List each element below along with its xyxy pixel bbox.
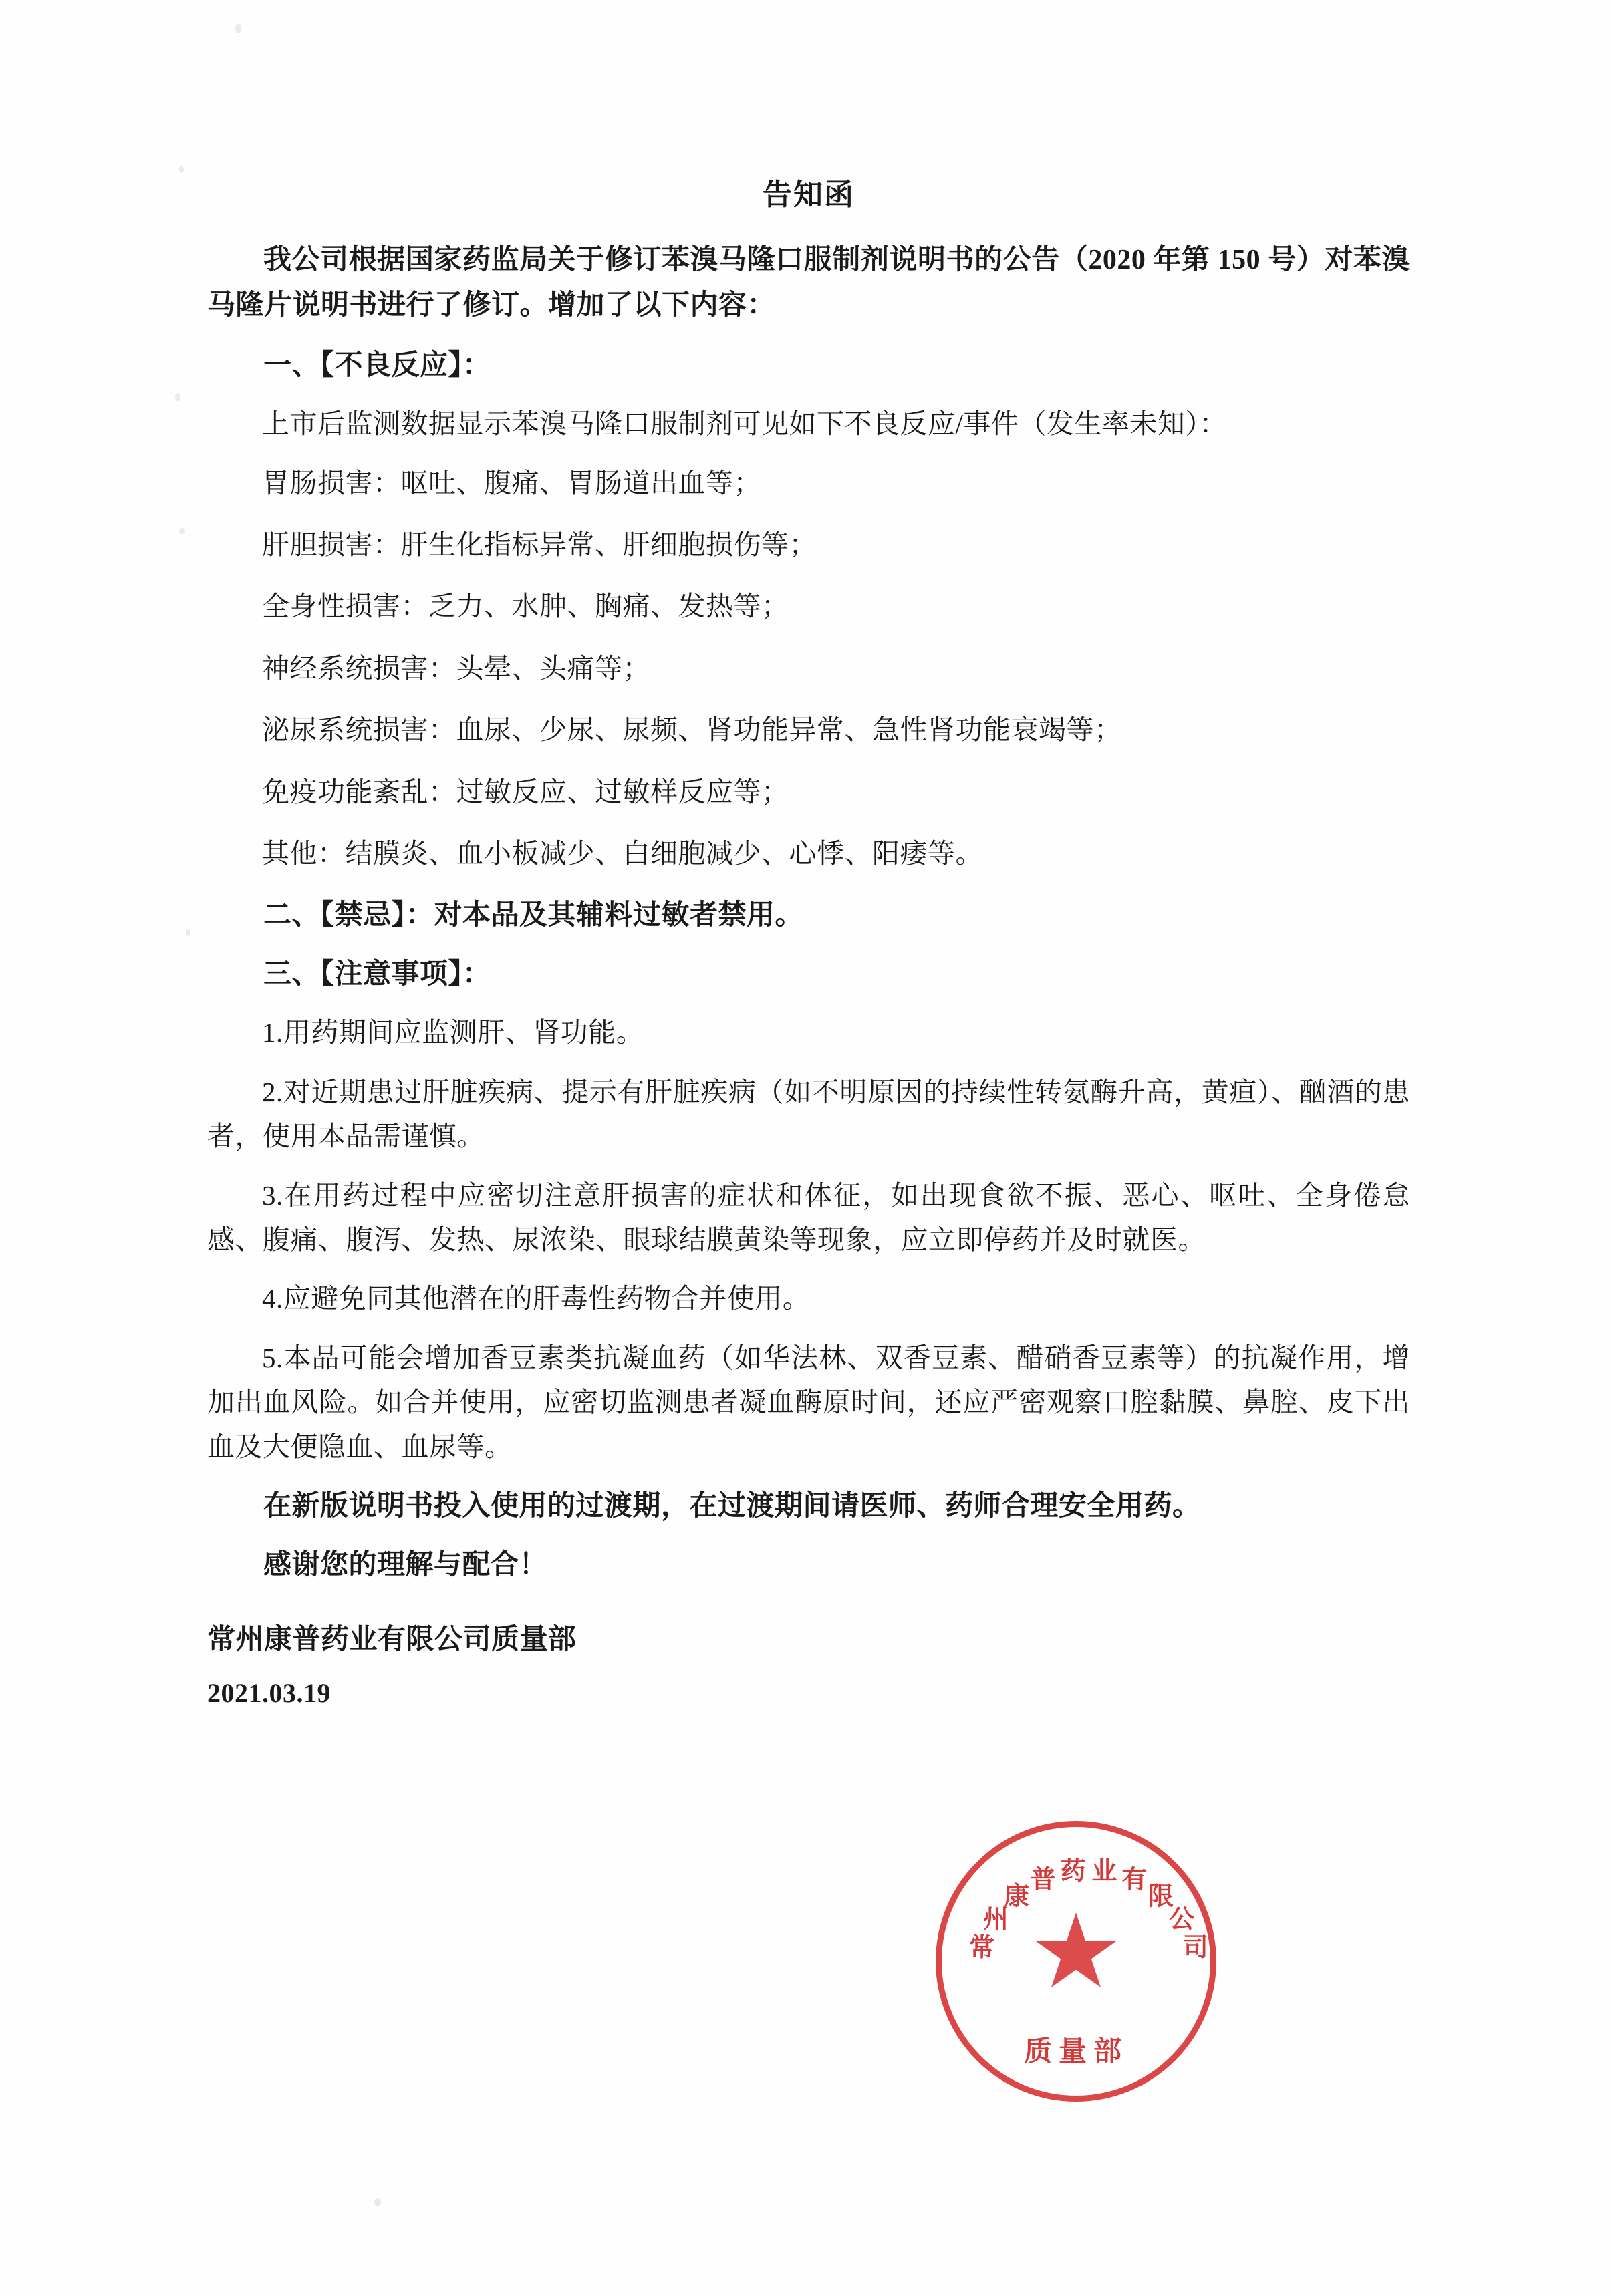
seal-star-icon [1036,1912,1116,1993]
section-heading-precautions: 三、【注意事项】： [263,959,491,990]
company-seal-stamp [936,1821,1216,2102]
adverse-reaction-item: 肝胆损害：肝生化指标异常、肝细胞损伤等； [262,529,817,560]
precaution-item: 1.用药期间应监测肝、肾功能。 [262,1017,644,1048]
signature-block [207,1617,1410,1715]
precaution-item: 4.应避免同其他潜在的肝毒性药物合并使用。 [262,1283,811,1314]
seal-ring-text: 常 州 康 普 药 业 有 限 公 司 [969,1857,1208,1963]
scan-speck [374,2198,381,2206]
signature-date: 2021.03.19 [207,1678,331,1709]
page-title: 告知函 [763,178,855,211]
scan-speck [179,166,184,173]
section-lead-adverse-reactions: 上市后监测数据显示苯溴马隆口服制剂可见如下不良反应/事件（发生率未知）： [262,408,1227,440]
closing-paragraph: 在新版说明书投入使用的过渡期，在过渡期间请医师、药师合理安全用药。 [263,1491,1201,1522]
adverse-reaction-item: 其他：结膜炎、血小板减少、白细胞减少、心悸、阳痿等。 [262,837,983,869]
scan-speck [179,528,185,534]
intro-paragraph: 我公司根据国家药监局关于修订苯溴马隆口服制剂说明书的公告（2020 年第 150 号）对苯溴马隆片说明书进行了修订。增加了以下内容： [207,245,1410,321]
adverse-reaction-item: 神经系统损害：头晕、头痛等； [262,652,650,684]
scan-speck [175,393,180,401]
precaution-item: 5.本品可能会增加香豆素类抗凝血药（如华法林、双香豆素、醋硝香豆素等）的抗凝作用，增加出血风险。如合并使用，应密切监测患者凝血酶原时间，还应严密观察口腔黏膜、鼻腔、皮下出血及大便隐血、血尿等。 [207,1342,1410,1462]
seal-outer-ring [936,1821,1216,2102]
adverse-reaction-item: 免疫功能紊乱：过敏反应、过敏样反应等； [262,776,789,807]
signature-organization: 常州康普药业有限公司质量部 [207,1624,577,1656]
section-heading-contraindications: 二、【禁忌】：对本品及其辅料过敏者禁用。 [263,900,804,931]
section-heading-adverse-reactions: 一、【不良反应】： [263,350,491,382]
adverse-reaction-item: 全身性损害：乏力、水肿、胸痛、发热等； [262,591,789,622]
scan-speck [235,24,241,33]
adverse-reaction-item: 泌尿系统损害：血尿、少尿、尿频、肾功能异常、急性肾功能衰竭等； [262,714,1122,746]
scan-speck [186,929,190,936]
precaution-item: 3.在用药过程中应密切注意肝损害的症状和体征，如出现食欲不振、恶心、呕吐、全身倦怠感、腹痛、腹泻、发热、尿浓染、眼球结膜黄染等现象，应立即停药并及时就医。 [207,1179,1410,1256]
seal-bottom-text: 质量部 [1023,2037,1128,2067]
adverse-reaction-item: 胃肠损害：呕吐、腹痛、胃肠道出血等； [262,467,761,498]
document-body [207,170,1410,1715]
precaution-item: 2.对近期患过肝脏疾病、提示有肝脏疾病（如不明原因的持续性转氨酶升高，黄疸）、酗酒的患者，使用本品需谨慎。 [207,1076,1410,1152]
thanks-paragraph: 感谢您的理解与配合！ [263,1550,548,1581]
